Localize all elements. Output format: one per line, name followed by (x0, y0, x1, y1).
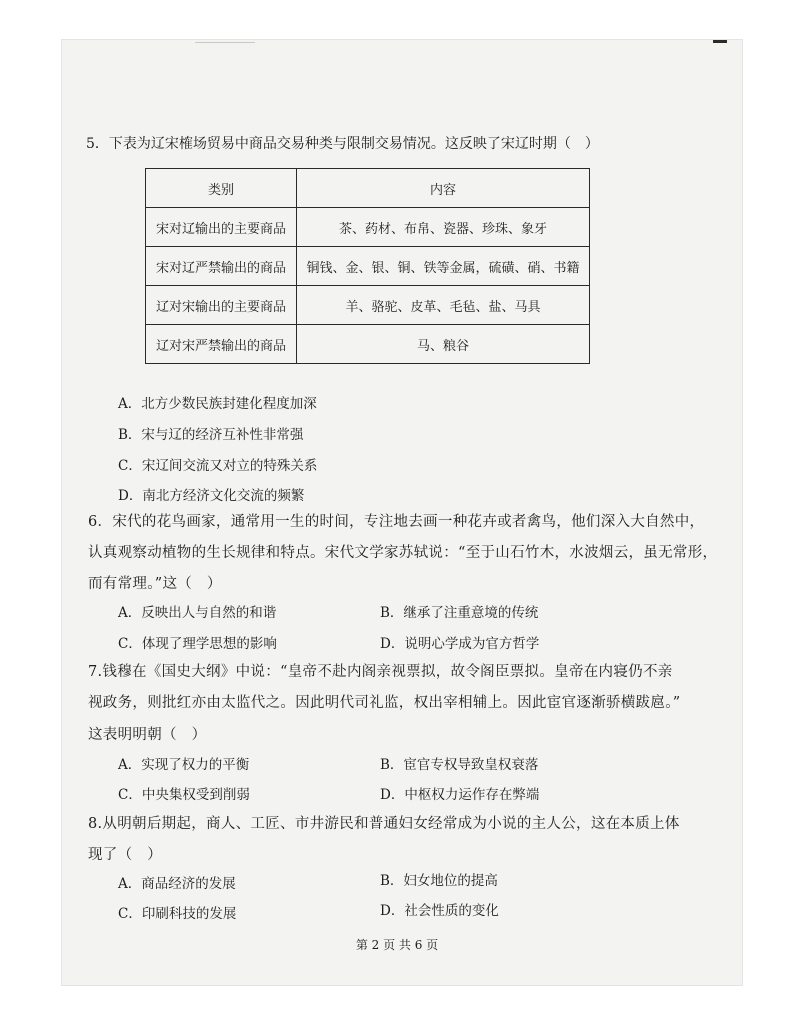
table-header-content: 内容 (297, 169, 590, 208)
q7-option-d: D．中枢权力运作存在弊端 (380, 787, 540, 803)
table-cell-content: 茶、药材、布帛、瓷器、珍珠、象牙 (297, 208, 590, 247)
q6-line-1: 6．宋代的花鸟画家，通常用一生的时间，专注地去画一种花卉或者禽鸟，他们深入大自然中， (88, 514, 705, 530)
q5-option-a: A．北方少数民族封建化程度加深 (118, 396, 317, 412)
q7-option-c: C．中央集权受到削弱 (118, 787, 250, 803)
q7-option-b: B．宦官专权导致皇权衰落 (380, 757, 539, 773)
q5-stem: 5．下表为辽宋榷场贸易中商品交易种类与限制交易情况。这反映了宋辽时期（ ） (86, 136, 599, 152)
table-row (146, 286, 590, 325)
trade-table (145, 168, 590, 364)
table-cell-content: 羊、骆驼、皮革、毛毡、盐、马具 (297, 286, 590, 325)
q8-line-2: 现了（ ） (88, 847, 162, 863)
table-cell-category: 宋对辽输出的主要商品 (146, 208, 297, 247)
q8-option-d: D．社会性质的变化 (380, 903, 499, 919)
top-divider (195, 42, 255, 43)
q7-line-1: 7.钱穆在《国史大纲》中说：“皇帝不赴内阁亲视票拟，故令阁臣票拟。皇帝在内寝仍不亲 (88, 664, 673, 680)
q6-option-b: B．继承了注重意境的传统 (380, 605, 539, 621)
table-row (146, 325, 590, 364)
q8-option-b: B．妇女地位的提高 (380, 873, 498, 889)
table-cell-category: 辽对宋严禁输出的商品 (146, 325, 297, 364)
table-cell-content: 铜钱、金、银、铜、铁等金属，硫磺、硝、书籍 (297, 247, 590, 286)
table-header-row (146, 169, 590, 208)
q8-line-1: 8.从明朝后期起，商人、工匠、市井游民和普通妇女经常成为小说的主人公，这在本质上体 (88, 816, 680, 832)
q6-option-d: D．说明心学成为官方哲学 (380, 636, 540, 652)
corner-mark (713, 40, 727, 43)
q5-option-d: D．南北方经济文化交流的频繁 (118, 488, 305, 504)
q7-line-2: 视政务，则批红亦由太监代之。因此明代司礼监，权出宰相辅上。因此宦官逐渐骄横跋扈。” (88, 695, 681, 711)
table-cell-category: 辽对宋输出的主要商品 (146, 286, 297, 325)
page-footer: 第 2 页 共 6 页 (355, 938, 439, 952)
q6-option-c: C．体现了理学思想的影响 (118, 636, 277, 652)
q6-line-2: 认真观察动植物的生长规律和特点。宋代文学家苏轼说：“至于山石竹木，水波烟云，虽无常形， (88, 545, 718, 561)
q6-option-a: A．反映出人与自然的和谐 (118, 605, 277, 621)
table-cell-content: 马、粮谷 (297, 325, 590, 364)
q7-line-3: 这表明明朝（ ） (88, 727, 207, 743)
q7-option-a: A．实现了权力的平衡 (118, 757, 250, 773)
table-cell-category: 宋对辽严禁输出的商品 (146, 247, 297, 286)
table-header-category: 类别 (146, 169, 297, 208)
q5-option-b: B．宋与辽的经济互补性非常强 (118, 427, 304, 443)
q5-option-c: C．宋辽间交流又对立的特殊关系 (118, 458, 318, 474)
q8-option-c: C．印刷科技的发展 (118, 906, 237, 922)
table-row (146, 247, 590, 286)
q6-line-3: 而有常理。”这（ ） (88, 576, 222, 592)
table-row (146, 208, 590, 247)
q8-option-a: A．商品经济的发展 (118, 876, 236, 892)
